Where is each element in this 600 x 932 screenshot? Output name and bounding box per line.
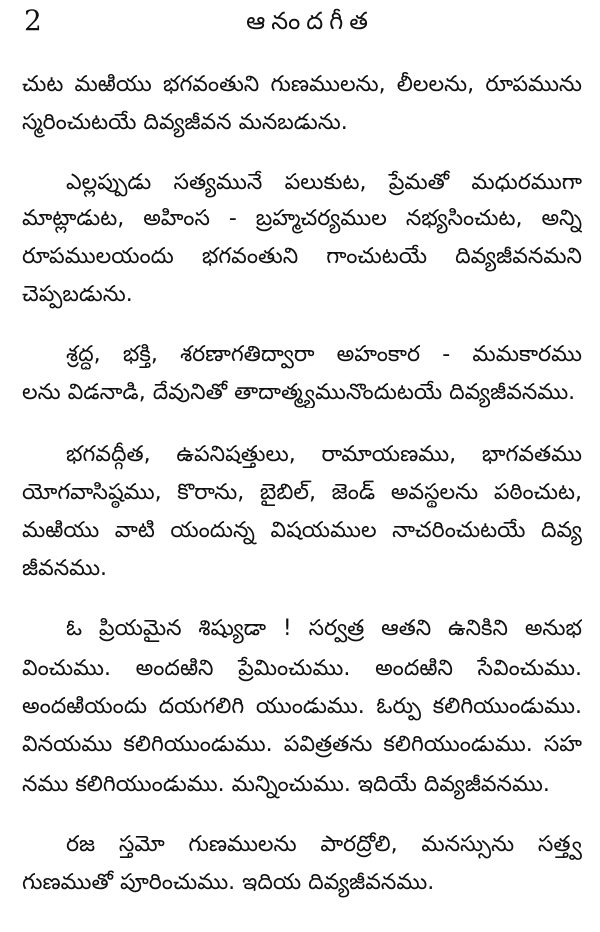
text-line: స్మరించుటయే దివ్యజీవన మనబడును. [22, 110, 348, 135]
page-number: 2 [24, 4, 42, 37]
text-line: మఱియు వాటి యందున్న విషయముల నాచరించుటయే దివ్య [22, 518, 582, 543]
text-line: భగవద్గీత, ఉపనిషత్తులు, రామాయణము, భాగవతము [66, 442, 582, 467]
text-line: గుణముతో పూరించుము. ఇదియ దివ్యజీవనము. [22, 870, 435, 895]
text-line: రూపములయందు భగవంతుని గాంచుటయే దివ్యజీవనమని [22, 244, 582, 269]
text-line: శ్రద్ధ, భక్తి, శరణాగతిద్వారా అహంకార - మమకారము [66, 342, 582, 367]
text-line: ఓ ప్రియమైన శిష్యుడా ! సర్వత్ర ఆతని ఉనికిని అనుభ [66, 616, 582, 641]
running-title: ఆనందగీత [246, 7, 374, 35]
text-line: వినయము కలిగియుండుము. పవిత్రతను కలిగియుండుము. సహ [22, 732, 582, 757]
text-line: జీవనము. [22, 556, 108, 581]
text-line: రజ స్తమో గుణములను పారద్రోలి, మనస్సును సత్త్వ [66, 832, 582, 857]
text-line: ఎల్లప్పుడు సత్యమునే పలుకుట, ప్రేమతో మధురముగా [66, 170, 582, 195]
text-line: వించుము. అందఱిని ప్రేమించుము. అందఱిని సేవించుము. [22, 656, 582, 681]
text-line: అందఱియందు దయగలిగి యుండుము. ఓర్పు కలిగియుండుము. [22, 694, 582, 719]
text-line: చుట మఱియు భగవంతుని గుణములను, లీలలను, రూపమును [22, 72, 582, 97]
text-line: మాట్లాడుట, అహింస - బ్రహ్మచర్యముల నభ్యసించుట, అన్ని [22, 206, 582, 231]
text-line: నము కలిగియుండుము. మన్నించుము. ఇదియే దివ్యజీవనము. [22, 772, 550, 797]
text-line: యోగవాసిష్ఠము, కొరాను, బైబిల్, జెండ్ అవస్థలను పఠించుట, [22, 480, 582, 505]
text-line: లను విడనాడి, దేవునితో తాదాత్మ్యమునొందుటయే దివ్యజీవనము. [22, 380, 576, 405]
page-header [0, 4, 600, 38]
text-line: చెప్పబడును. [22, 282, 133, 307]
